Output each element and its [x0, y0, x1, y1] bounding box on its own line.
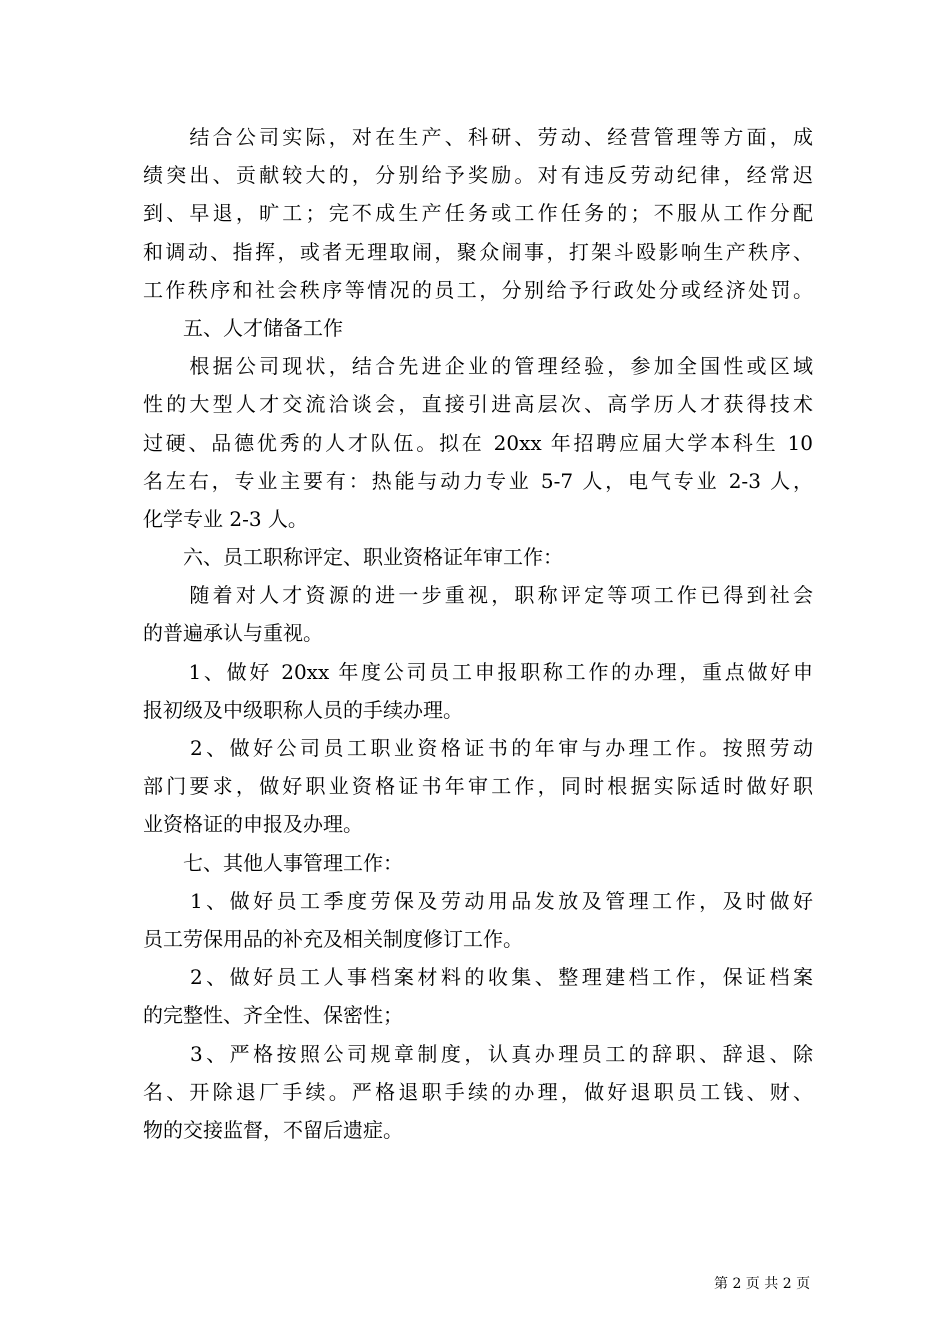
paragraph-line: 1、做好员工季度劳保及劳动用品发放及管理工作，及时做好 — [143, 888, 813, 913]
paragraph-line: 的普遍承认与重视。 — [143, 621, 323, 646]
page-number-footer: 第 2 页 共 2 页 — [714, 1276, 811, 1292]
paragraph-line: 工作秩序和社会秩序等情况的员工，分别给予行政处分或经济处罚。 — [143, 277, 813, 302]
paragraph-line: 的完整性、齐全性、保密性； — [143, 1003, 403, 1028]
paragraph-line: 过硬、品德优秀的人才队伍。拟在 20xx 年招聘应届大学本科生 10 — [143, 430, 813, 455]
paragraph-line: 化学专业 2-3 人。 — [143, 506, 308, 531]
paragraph-line: 1、做好 20xx 年度公司员工申报职称工作的办理，重点做好申 — [143, 659, 813, 684]
section-heading-talent-reserve: 五、人才储备工作 — [143, 315, 343, 340]
paragraph-line: 和调动、指挥，或者无理取闹，聚众闹事，打架斗殴影响生产秩序、 — [143, 239, 813, 264]
paragraph-line: 随着对人才资源的进一步重视，职称评定等项工作已得到社会 — [143, 583, 813, 608]
paragraph-line: 员工劳保用品的补充及相关制度修订工作。 — [143, 926, 523, 951]
section-heading-title-evaluation: 六、员工职称评定、职业资格证年审工作： — [143, 545, 563, 570]
paragraph-line: 物的交接监督，不留后遗症。 — [143, 1117, 403, 1142]
paragraph-line: 报初级及中级职称人员的手续办理。 — [143, 697, 463, 722]
paragraph-line: 部门要求，做好职业资格证书年审工作，同时根据实际适时做好职 — [143, 774, 813, 799]
paragraph-line: 名左右，专业主要有：热能与动力专业 5-7 人，电气专业 2-3 人， — [143, 468, 813, 493]
paragraph-line: 结合公司实际，对在生产、科研、劳动、经营管理等方面，成 — [143, 125, 813, 149]
paragraph-line: 到、早退，旷工；完不成生产任务或工作任务的；不服从工作分配 — [143, 201, 813, 226]
paragraph-line: 性的大型人才交流洽谈会，直接引进高层次、高学历人才获得技术 — [143, 392, 813, 417]
paragraph-line: 根据公司现状，结合先进企业的管理经验，参加全国性或区域 — [143, 354, 813, 379]
paragraph-line: 2、做好员工人事档案材料的收集、整理建档工作，保证档案 — [143, 965, 813, 990]
section-heading-other-hr: 七、其他人事管理工作： — [143, 850, 403, 875]
paragraph-line: 业资格证的申报及办理。 — [143, 812, 363, 837]
paragraph-line: 名、开除退厂手续。严格退职手续的办理，做好退职员工钱、财、 — [143, 1079, 813, 1104]
paragraph-line: 绩突出、贡献较大的，分别给予奖励。对有违反劳动纪律，经常迟 — [143, 163, 813, 188]
paragraph-line: 3、严格按照公司规章制度，认真办理员工的辞职、辞退、除 — [143, 1041, 813, 1066]
paragraph-line: 2、做好公司员工职业资格证书的年审与办理工作。按照劳动 — [143, 736, 813, 760]
document-body — [143, 118, 813, 1149]
